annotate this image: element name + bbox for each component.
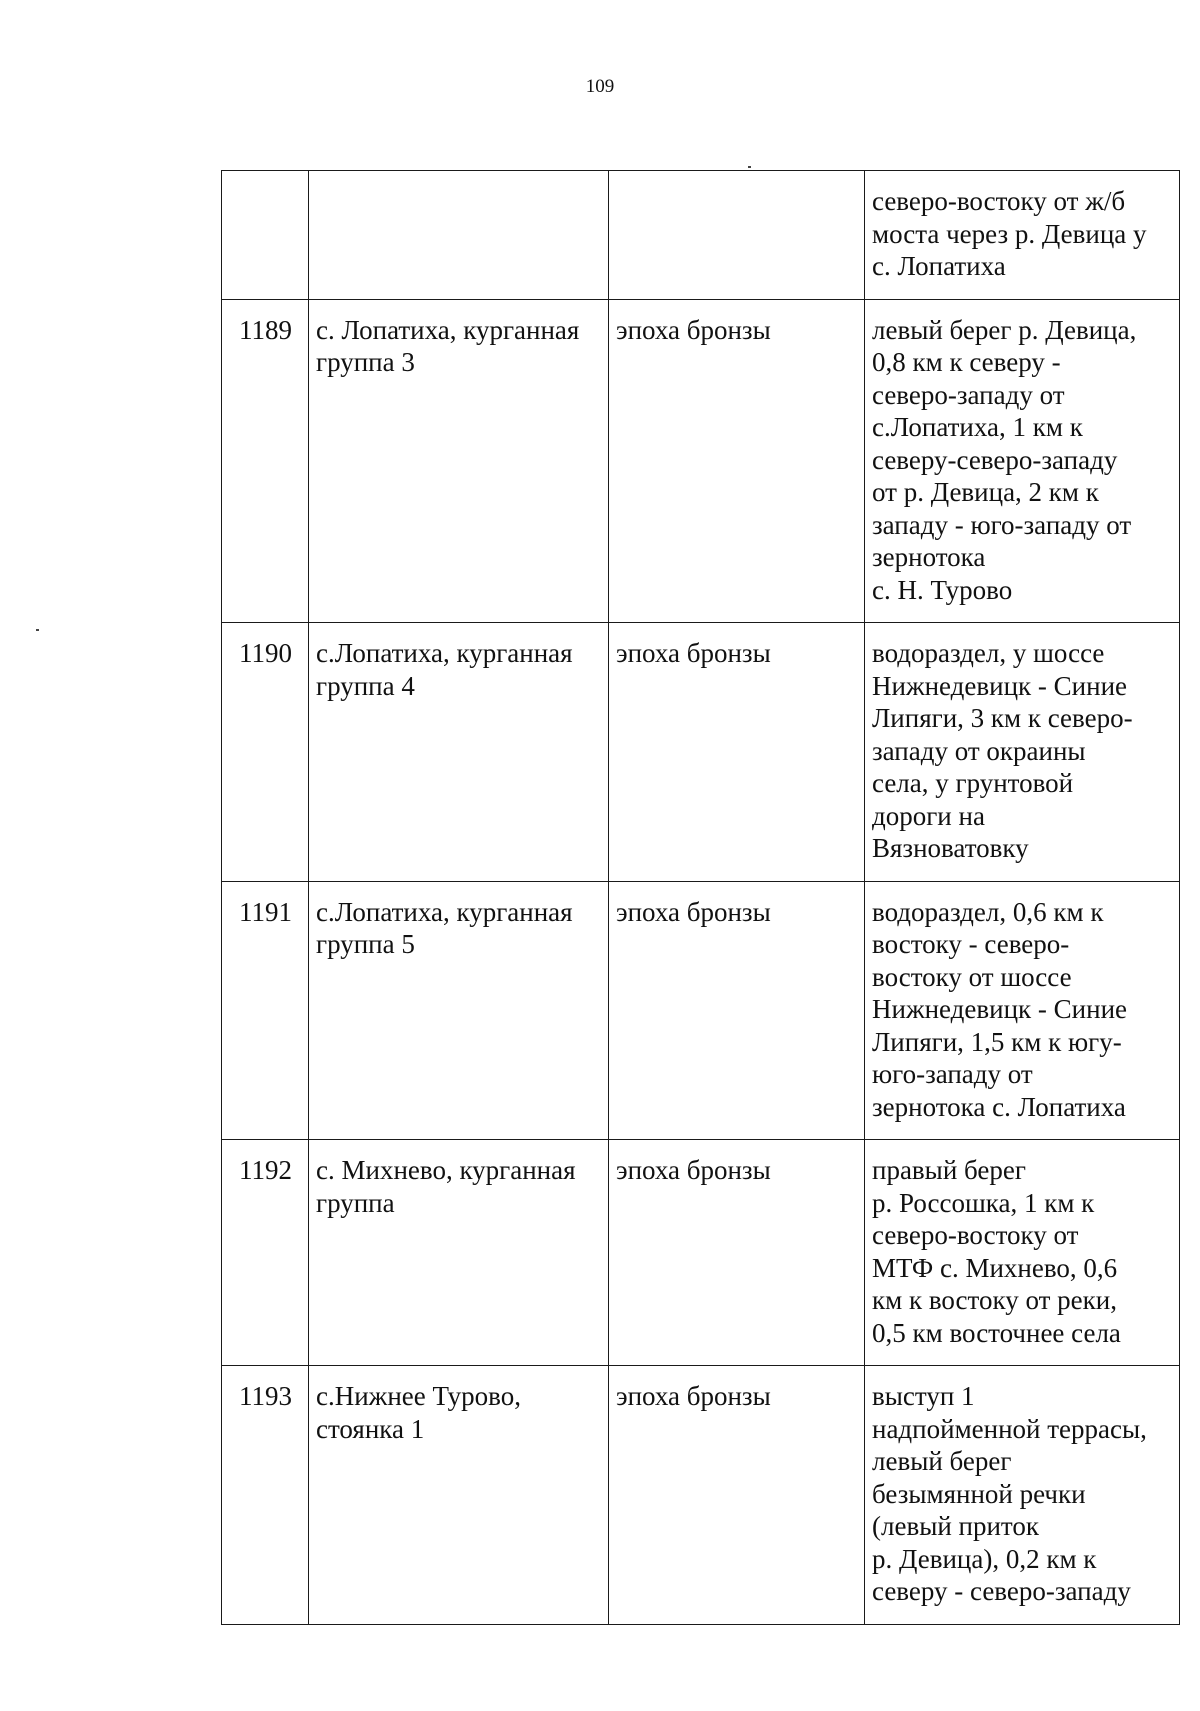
site-location-cell [865,171,1180,300]
location-line: Нижнедевицк - Синие [872,670,1127,701]
location-line: надпойменной террасы, [872,1413,1147,1444]
location-line: северо-востоку от [872,1220,1079,1250]
site-name-cell: с.Лопатиха, курганная группа 4 [309,623,609,882]
site-period-cell: эпоха бронзы [609,299,865,623]
location-line: 0,8 км к северу - [872,347,1061,377]
location-line: левый берег р. Девица, [872,314,1137,345]
site-number-cell: 1189 [222,299,309,623]
site-name-cell [309,171,609,300]
location-line: Липяги, 1,5 км к югу- [872,1026,1122,1057]
site-period-cell: эпоха бронзы [609,881,865,1140]
location-line: зернотока [872,542,986,572]
site-period-cell: эпоха бронзы [609,1140,865,1366]
table-body [222,171,1180,1625]
page-number: 109 [585,76,615,97]
scan-speck [748,166,751,168]
location-line: дороги на [872,800,985,831]
site-location-cell [865,1140,1180,1366]
location-line: северо-западу от [872,379,1065,410]
location-line: востоку от шоссе [872,961,1072,992]
location-line: водораздел, у шоссе [872,638,1105,668]
site-number-cell: 1192 [222,1140,309,1366]
location-line: северу - северо-западу [872,1576,1131,1606]
location-line: юго-западу от [872,1059,1033,1089]
location-line: (левый приток [872,1511,1039,1541]
scan-speck [36,629,39,631]
site-location-cell [865,881,1180,1140]
location-line: безымянной речки [872,1478,1086,1509]
site-number-cell: 1193 [222,1366,309,1625]
table-row [222,171,1180,300]
site-period-cell [609,171,865,300]
location-line: северу-северо-западу [872,444,1118,475]
location-line: р. Россошка, 1 км к [872,1187,1095,1218]
location-line: села, у грунтовой [872,768,1074,798]
site-location-cell [865,623,1180,882]
location-line: востоку - северо- [872,929,1070,959]
table-row [222,299,1180,623]
location-line: моста через р. Девица у [872,218,1147,249]
location-line: Липяги, 3 км к северо- [872,703,1133,733]
location-line: западу от окраины [872,735,1086,766]
table-row [222,1366,1180,1625]
location-line: с. Лопатиха [872,251,1006,281]
site-number-cell: 1190 [222,623,309,882]
site-name-cell: с. Михнево, курганная группа [309,1140,609,1366]
location-line: с. Н. Турово [872,574,1013,605]
location-line: 0,5 км восточнее села [872,1317,1121,1348]
location-line: западу - юго-западу от [872,509,1132,540]
site-period-cell: эпоха бронзы [609,623,865,882]
table-row [222,623,1180,882]
site-name-cell: с.Нижнее Турово, стоянка 1 [309,1366,609,1625]
site-name-cell: с. Лопатиха, курганная группа 3 [309,299,609,623]
location-line: Вязноватовку [872,833,1029,863]
site-name-cell: с.Лопатиха, курганная группа 5 [309,881,609,1140]
site-location-cell [865,1366,1180,1625]
location-line: км к востоку от реки, [872,1285,1117,1315]
location-line: левый берег [872,1446,1012,1476]
site-location-cell [865,299,1180,623]
location-line: зернотока с. Лопатиха [872,1091,1126,1122]
location-line: от р. Девица, 2 км к [872,477,1099,507]
location-line: р. Девица), 0,2 км к [872,1543,1097,1574]
location-line: с.Лопатиха, 1 км к [872,412,1083,442]
site-period-cell: эпоха бронзы [609,1366,865,1625]
location-line: северо-востоку от ж/б [872,186,1126,216]
site-number-cell: 1191 [222,881,309,1140]
location-line: правый берег [872,1155,1026,1185]
heritage-sites-table [221,170,1180,1625]
location-line: выступ 1 [872,1381,975,1411]
site-number-cell [222,171,309,300]
table-row [222,1140,1180,1366]
table-row [222,881,1180,1140]
location-line: Нижнедевицк - Синие [872,994,1127,1024]
location-line: МТФ с. Михнево, 0,6 [872,1252,1118,1283]
location-line: водораздел, 0,6 км к [872,896,1104,927]
